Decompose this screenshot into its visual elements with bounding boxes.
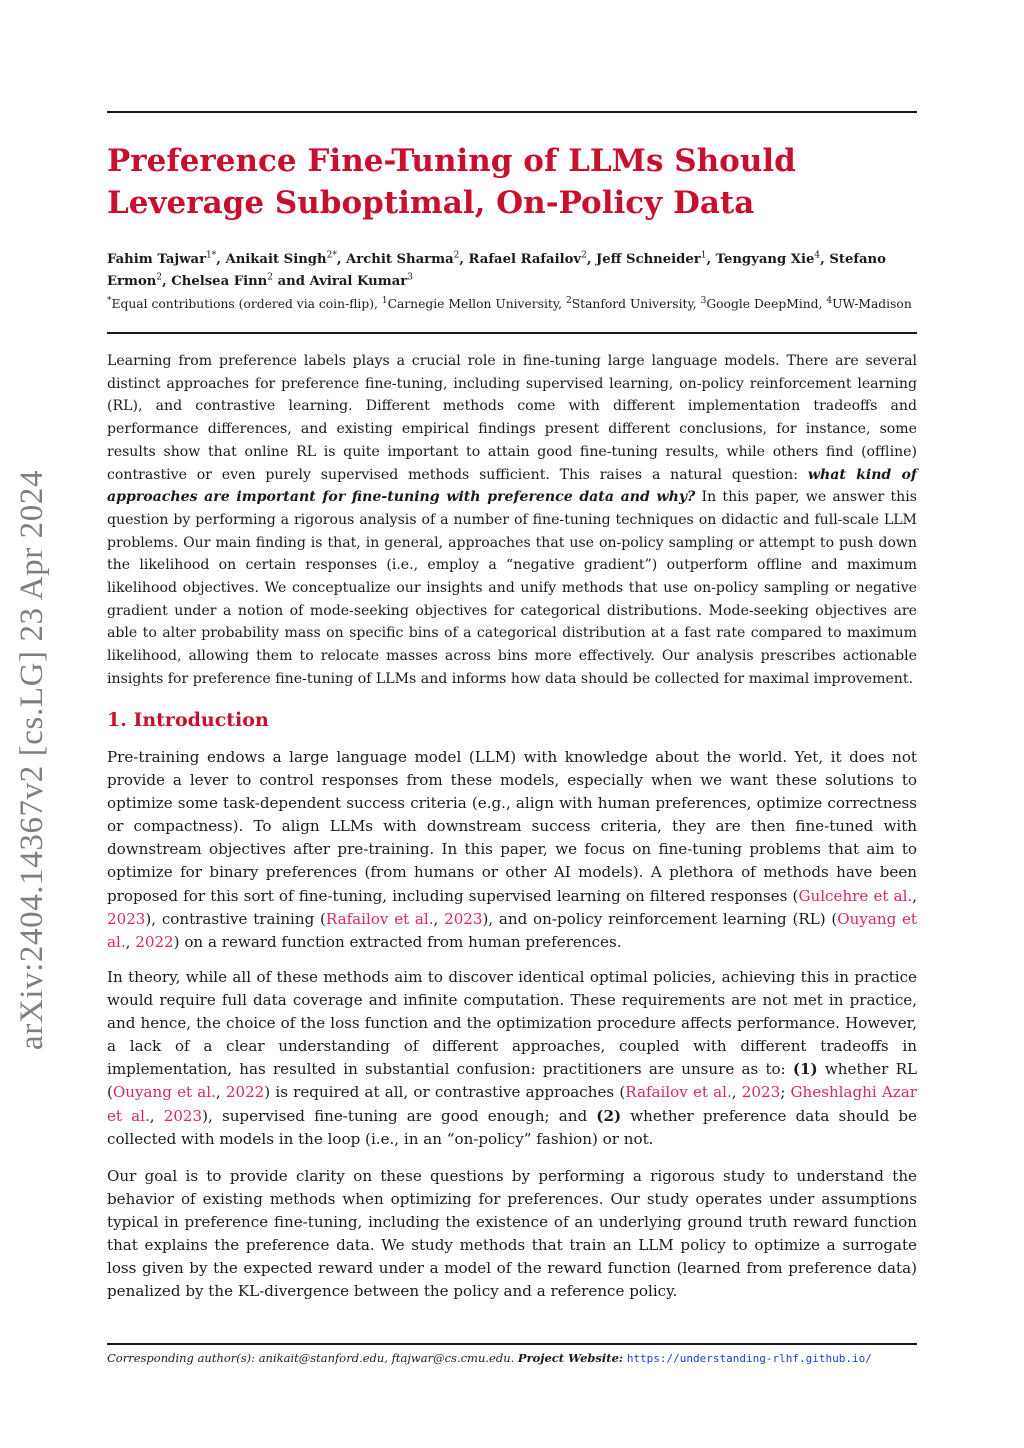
paragraph-text: , — [912, 886, 918, 905]
citation-link[interactable]: Rafailov et al. — [325, 909, 434, 928]
author: Tengyang Xie$^4$ — [715, 250, 821, 267]
citation-link[interactable]: Ouyang et al. — [107, 909, 917, 951]
paragraph-text: , — [149, 1106, 164, 1125]
intro-paragraph-3: Our goal is to provide clarity on these questions by performing a rigorous study to understand the behavior of existing methods when optimizing for preferences. Our study operates under assumptions typical in preference fine-tuning, including the existence of an underlying ground truth reward function that explains the preference data. We study methods that train an LLM policy to optimize a surrogate loss given by the expected reward under a model of the reward function (learned from preference data) penalized by the KL-divergence between the policy and a reference policy. — [107, 1167, 917, 1301]
abstract: Learning from preference labels plays a crucial role in fine-tuning large language models. There are several distinct approaches for preference fine-tuning, including supervised learning, on-policy reinforcement learning (RL), and contrastive learning. Different methods come with different implementation tradeoffs and performance differences, and existing empirical findings present different conclusions, for instance, some results show that online RL is quite important to attain good fine-tuning results, while others find (offline) contrastive or even purely supervised methods sufficient. This raises a natural question: what kind of approaches are important for fine-tuning with preference data and why? In this paper, we answer this question by performing a rigorous analysis of a number of fine-tuning techniques on didactic and full-scale LLM problems. Our main finding is that, in general, approaches that use on-policy sampling or attempt to push down the likelihood on certain responses (i.e., employ a “negative gradient”) outperform offline and maximum likelihood objectives. We conceptualize our insights and unify methods that use on-policy sampling or negative gradient under a notion of mode-seeking objectives for categorical distributions. Mode-seeking objectives are able to alter probability mass on specific bins of a categorical distribution at a fast rate compared to maximum likelihood, allowing them to relocate masses across bins more effectively. Our analysis prescribes actionable insights for preference fine-tuning of LLMs and informs how data should be collected for maximal improvement. — [107, 353, 917, 687]
paragraph-text: ), and on-policy reinforcement learning (RL) ( — [482, 909, 838, 928]
paragraph-text: ) on a reward function extracted from human preferences. — [173, 932, 622, 951]
paragraph-text: , — [215, 1083, 226, 1102]
affiliations: *Equal contributions (ordered via coin-flip), $^1$Carnegie Mellon University, $^2$Stanford University, $^3$Google DeepMind, $^4$UW-Madison — [107, 295, 912, 311]
paragraph-text: , — [433, 909, 445, 928]
abstract-rule — [107, 332, 917, 334]
citation-link[interactable]: 2023 — [107, 909, 146, 928]
question-number: (1) — [792, 1060, 818, 1079]
author: Fahim Tajwar$^{1*}$ — [107, 250, 217, 267]
paragraph-text: ), contrastive training ( — [145, 909, 326, 928]
citation-link[interactable]: 2022 — [135, 932, 174, 951]
paragraph-text: ) is required at all, or contrastive approaches ( — [264, 1083, 626, 1102]
citation-link[interactable]: Rafailov et al. — [625, 1083, 732, 1102]
paragraph-text: , — [125, 932, 136, 951]
author: Rafael Rafailov$^2$ — [468, 250, 587, 267]
author: Stefano Ermon$^2$ — [107, 252, 886, 289]
citation-link[interactable]: 2023 — [741, 1083, 781, 1102]
paragraph-text: In theory, while all of these methods aim to discover identical optimal policies, achieving this in practice would require full data coverage and infinite computation. These requirements are not met in practice, and hence, the choice of the loss function and the optimization procedure affects performance. However, a lack of a clear understanding of different approaches, coupled with different tradeoffs in implementation, has resulted in substantial confusion: practitioners are unsure as to: — [107, 968, 917, 1079]
author: Aviral Kumar$^3$ — [309, 272, 413, 289]
paragraph-text: , — [731, 1083, 742, 1102]
top-rule — [107, 111, 917, 113]
citation-link[interactable]: Gheshlaghi Azar et al. — [107, 1083, 917, 1125]
author: Chelsea Finn$^2$ — [171, 272, 273, 289]
paragraph-text: whether RL ( — [107, 1060, 917, 1102]
author: Anikait Singh$^{2*}$ — [225, 250, 337, 267]
author: Jeff Schneider$^1$ — [596, 250, 707, 267]
title-line-2: Leverage Suboptimal, On-Policy Data — [107, 185, 755, 221]
project-website-link[interactable]: https://understanding-rlhf.github.io/ — [626, 1352, 872, 1365]
paper-title — [107, 140, 917, 224]
author-list: Fahim Tajwar$^{1*}$, Anikait Singh$^{2*}$, Archit Sharma$^2$, Rafael Rafailov$^2$, Jeff Schneider$^1$, Tengyang Xie$^4$, Stefano Ermon$^2$, Chelsea Finn$^2$ and Aviral Kumar$^3$ — [107, 250, 886, 289]
title-line-1: Preference Fine-Tuning of LLMs Should — [107, 143, 796, 179]
citation-link[interactable]: 2023 — [444, 909, 483, 928]
paragraph-text: whether preference data should be collected with models in the loop (i.e., in an “on-policy” fashion) or not. — [107, 1106, 917, 1148]
citation-link[interactable]: 2023 — [163, 1106, 203, 1125]
paragraph-text: Pre-training endows a large language model (LLM) with knowledge about the world. Yet, it does not provide a lever to control responses from these models, especially when we want these solutions to optimize some task-dependent success criteria (e.g., align with human preferences, optimize correctness or compactness). To align LLMs with downstream success criteria, they are then fine-tuned with downstream objectives after pre-training. In this paper, we focus on fine-tuning problems that aim to optimize for binary preferences (from humans or other AI models). A plethora of methods have been proposed for this sort of fine-tuning, including supervised learning on filtered responses ( — [107, 748, 917, 905]
citation-link[interactable]: 2022 — [225, 1083, 265, 1102]
section-heading-introduction: 1. Introduction — [107, 709, 269, 731]
footer — [107, 1351, 917, 1365]
paragraph-text: ; — [780, 1083, 791, 1102]
question-number: (2) — [596, 1106, 622, 1125]
abstract-key-question: what kind of approaches are important for fine-tuning with preference data and why? — [107, 466, 917, 506]
intro-paragraph-1 — [107, 746, 917, 954]
arxiv-sidebar-stamp: arXiv:2404.14367v2 [cs.LG] 23 Apr 2024 — [14, 469, 50, 1050]
project-website-label: Project Website: — [517, 1351, 624, 1365]
corresponding-authors: Corresponding author(s): anikait@stanford.edu, ftajwar@cs.cmu.edu. — [107, 1351, 518, 1365]
intro-paragraph-2 — [107, 966, 917, 1151]
citation-link[interactable]: Gulcehre et al. — [798, 886, 913, 905]
paragraph-text: ), supervised fine-tuning are good enough; and — [202, 1106, 597, 1125]
citation-link[interactable]: Ouyang et al. — [112, 1083, 216, 1102]
footer-rule — [107, 1343, 917, 1345]
author: Archit Sharma$^2$ — [346, 250, 460, 267]
